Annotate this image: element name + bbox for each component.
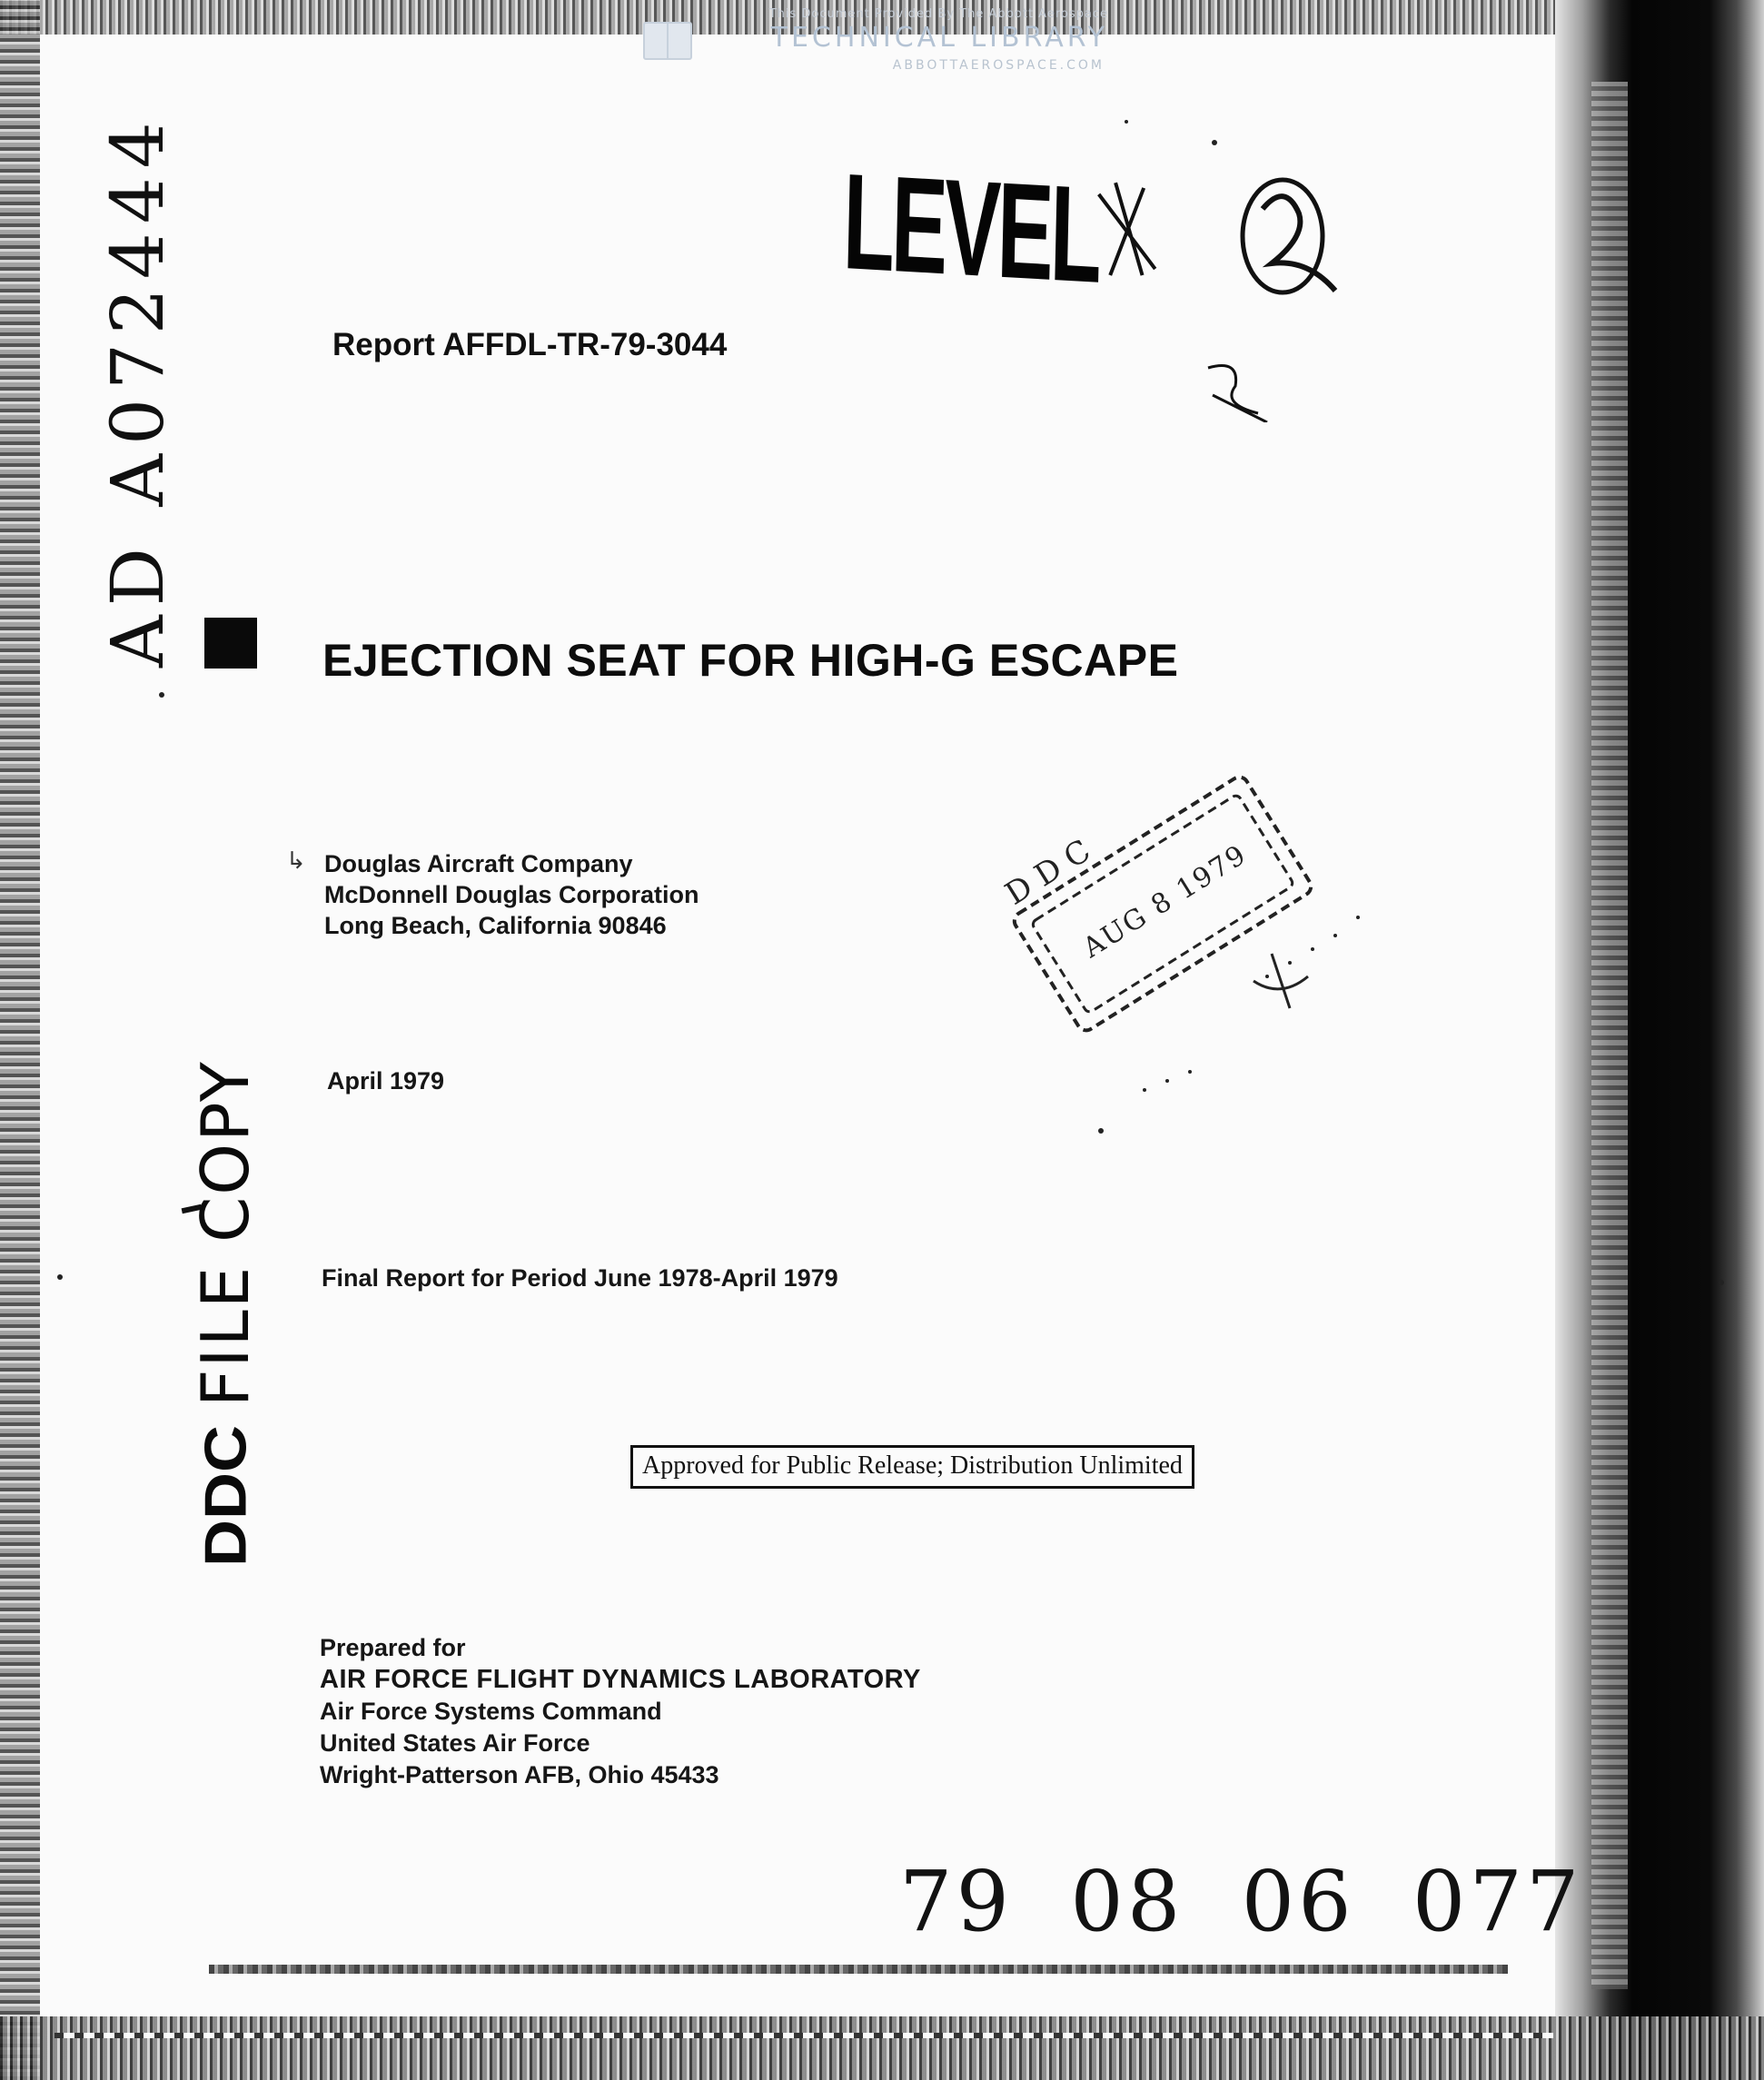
watermark-library-name: TECHNICAL LIBRARY — [770, 22, 1108, 54]
arrow-icon: ↳ — [286, 847, 306, 874]
stamp-date: AUG 8 1979 — [1077, 838, 1254, 965]
report-date: April 1979 — [327, 1067, 445, 1094]
prepared-for-organization: AIR FORCE FLIGHT DYNAMICS LABORATORY — [320, 1665, 921, 1694]
svg-text:D D C: D D C — [998, 832, 1097, 913]
distribution-statement: Approved for Public Release; Distribution Unlimited — [630, 1445, 1194, 1489]
contractor-line: Long Beach, California 90846 — [324, 912, 667, 939]
watermark-site: ABBOTTAEROSPACE.COM — [892, 58, 1105, 73]
ddc-label: DDC — [193, 1425, 259, 1567]
contractor-line: Douglas Aircraft Company — [324, 850, 633, 877]
prepared-for-line: Air Force Systems Command — [320, 1698, 662, 1725]
document-control-number: 79 08 06 077 — [899, 1853, 1583, 1950]
prepared-for-line: Wright-Patterson AFB, Ohio 45433 — [320, 1761, 719, 1788]
level-stamp: LEVEL — [841, 144, 1101, 312]
accession-number: AD A072444 — [95, 113, 180, 668]
report-number: Report AFFDL-TR-79-3044 — [332, 327, 728, 362]
report-period: Final Report for Period June 1978-April 1979 — [322, 1264, 838, 1292]
prepared-for-line: United States Air Force — [320, 1729, 590, 1757]
contractor-line: McDonnell Douglas Corporation — [324, 881, 699, 908]
prepared-for-label: Prepared for — [320, 1634, 466, 1661]
watermark-provided-by: This Document Provided By The Abbott Aerospace — [768, 7, 1108, 21]
report-title: EJECTION SEAT FOR HIGH-G ESCAPE — [322, 635, 1179, 686]
file-copy-label: FILE COPY — [187, 1060, 263, 1407]
